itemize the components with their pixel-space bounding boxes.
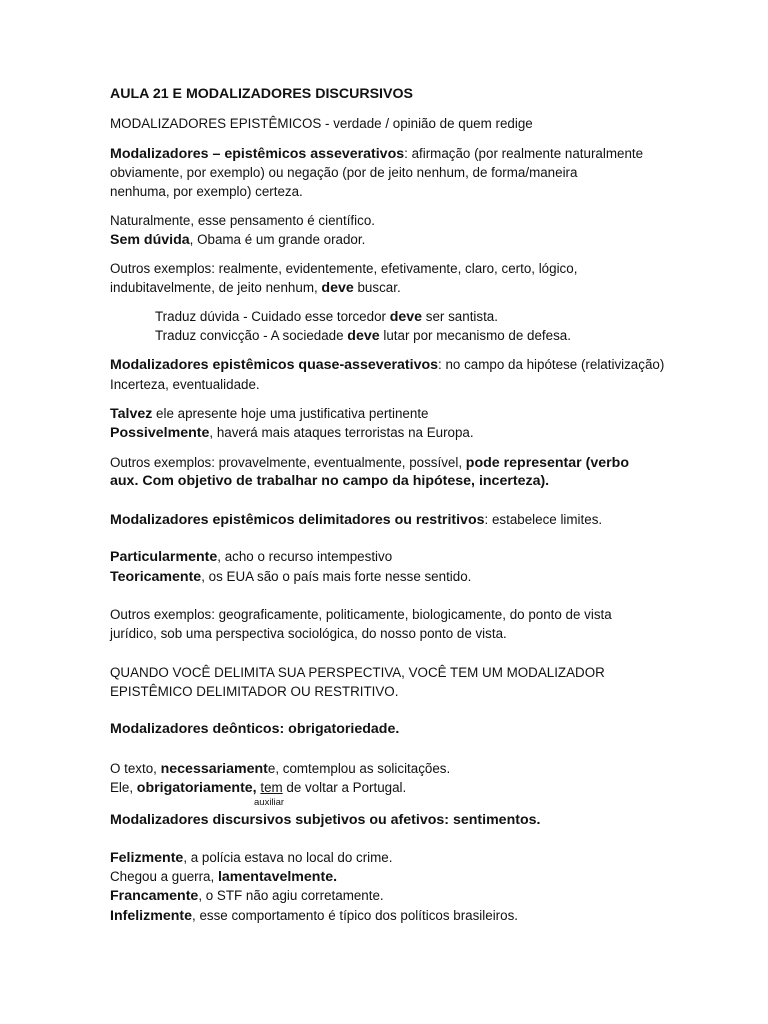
- note-line: QUANDO VOCÊ DELIMITA SUA PERSPECTIVA, VOCÊ TEM UM MODALIZADOR: [110, 665, 605, 680]
- example-line: Infelizmente, esse comportamento é típico dos políticos brasileiros.: [110, 908, 518, 924]
- examples-line: indubitavelmente, de jeito nenhum, deve buscar.: [110, 280, 401, 296]
- definition-line: Incerteza, eventualidade.: [110, 377, 260, 392]
- examples-line: Outros exemplos: realmente, evidentemente, efetivamente, claro, certo, lógico,: [110, 261, 578, 276]
- definition-line: Modalizadores epistêmicos delimitadores ou restritivos: estabelece limites.: [110, 512, 603, 528]
- example-line: Particularmente, acho o recurso intempestivo: [110, 549, 393, 565]
- section-heading: Modalizadores discursivos subjetivos ou afetivos: sentimentos.: [110, 812, 541, 828]
- page-title: AULA 21 E MODALIZADORES DISCURSIVOS: [110, 86, 413, 102]
- example-line: Francamente, o STF não agiu corretamente.: [110, 888, 384, 904]
- definition-line: obviamente, por exemplo) ou negação (por de jeito nenhum, de forma/maneira: [110, 165, 578, 180]
- examples-line: Outros exemplos: provavelmente, eventualmente, possível, pode representar (verbo: [110, 455, 629, 471]
- examples-line: Outros exemplos: geograficamente, politicamente, biologicamente, do ponto de vista: [110, 607, 612, 622]
- definition-line: nenhuma, por exemplo) certeza.: [110, 184, 303, 199]
- underlined-word: tem: [260, 780, 283, 795]
- example-line: Chegou a guerra, lamentavelmente.: [110, 869, 338, 885]
- example-line: Sem dúvida, Obama é um grande orador.: [110, 232, 366, 248]
- indented-example: Traduz convicção - A sociedade deve lutar por mecanismo de defesa.: [155, 328, 571, 344]
- example-line: Felizmente, a polícia estava no local do crime.: [110, 850, 393, 866]
- definition-line: Modalizadores epistêmicos quase-asseverativos: no campo da hipótese (relativização): [110, 357, 665, 373]
- definition-line: Modalizadores – epistêmicos asseverativos: afirmação (por realmente naturalmente: [110, 146, 644, 162]
- example-line: Naturalmente, esse pensamento é científico.: [110, 213, 375, 228]
- examples-line: jurídico, sob uma perspectiva sociológica, do nosso ponto de vista.: [110, 626, 507, 641]
- example-line: Teoricamente, os EUA são o país mais forte nesse sentido.: [110, 569, 472, 585]
- example-line: Talvez ele apresente hoje uma justificativa pertinente: [110, 406, 429, 422]
- section-heading: Modalizadores deônticos: obrigatoriedade.: [110, 721, 400, 737]
- note-line: EPISTÊMICO DELIMITADOR OU RESTRITIVO.: [110, 684, 399, 699]
- example-line: O texto, necessariamente, comtemplou as solicitações.: [110, 761, 451, 777]
- example-line: Ele, obrigatoriamente, tem de voltar a Portugal.: [110, 780, 407, 796]
- examples-line: aux. Com objetivo de trabalhar no campo da hipótese, incerteza).: [110, 473, 550, 489]
- annotation-note: auxiliar: [254, 797, 285, 808]
- indented-example: Traduz dúvida - Cuidado esse torcedor deve ser santista.: [155, 309, 498, 325]
- section-heading: MODALIZADORES EPISTÊMICOS - verdade / opinião de quem redige: [110, 116, 533, 131]
- example-line: Possivelmente, haverá mais ataques terroristas na Europa.: [110, 425, 474, 441]
